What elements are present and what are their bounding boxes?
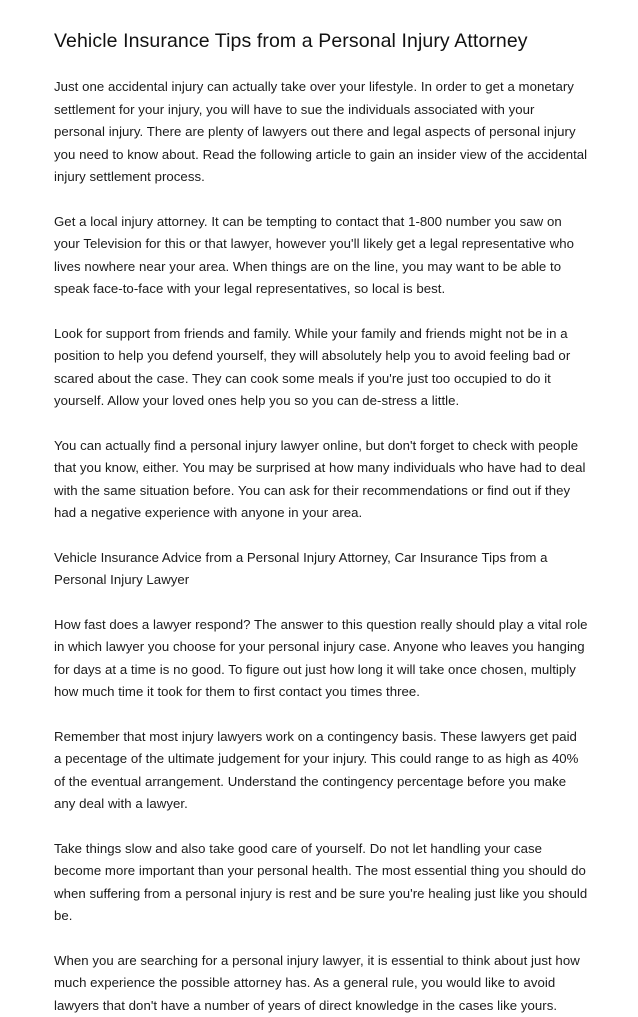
paragraph-support: Look for support from friends and family. While your family and friends might not be in a position to help you defend yourself, they will absolutely help you to avoid feeling bad or scared about the case. They can cook some meals if you're just too occupied to do it yourself. Allow your loved ones help you so you can de-stress a little. [54,323,588,413]
paragraph-find-online: You can actually find a personal injury lawyer online, but don't forget to check with people that you know, either. You may be surprised at how many individuals who have had to deal with the same situation before. You can ask for their recommendations or find out if they had a negative experience with anyone in your area. [54,435,588,525]
paragraph-health: Take things slow and also take good care of yourself. Do not let handling your case become more important than your personal health. The most essential thing you should do when suffering from a personal injury is rest and be sure you're healing just like you should be. [54,838,588,928]
paragraph-contingency: Remember that most injury lawyers work on a contingency basis. These lawyers get paid a pecentage of the ultimate judgement for your injury. This could range to as high as 40% of the eventual arrangement. Understand the contingency percentage before you make any deal with a lawyer. [54,726,588,816]
paragraph-response-time: How fast does a lawyer respond? The answer to this question really should play a vital role in which lawyer you choose for your personal injury case. Anyone who leaves you hanging for days at a time is no good. To figure out just how long it will take once chosen, multiply how much time it took for them to first contact you times three. [54,614,588,704]
paragraph-local-attorney: Get a local injury attorney. It can be tempting to contact that 1-800 number you saw on your Television for this or that lawyer, however you'll likely get a legal representative who lives nowhere near your area. When things are on the line, you may want to be able to speak face-to-face with your legal representatives, so local is best. [54,211,588,301]
paragraph-experience: When you are searching for a personal injury lawyer, it is essential to think about just how much experience the possible attorney has. As a general rule, you would like to avoid lawyers that don't have a number of years of direct knowledge in the cases like yours. [54,950,588,1017]
paragraph-intro: Just one accidental injury can actually take over your lifestyle. In order to get a monetary settlement for your injury, you will have to sue the individuals associated with your personal injury. There are plenty of lawyers out there and legal aspects of personal injury you need to know about. Read the following article to gain an insider view of the accidental injury settlement process. [54,76,588,189]
document-title: Vehicle Insurance Tips from a Personal Injury Attorney [54,28,588,54]
paragraph-subheading: Vehicle Insurance Advice from a Personal Injury Attorney, Car Insurance Tips from a Personal Injury Lawyer [54,547,588,592]
